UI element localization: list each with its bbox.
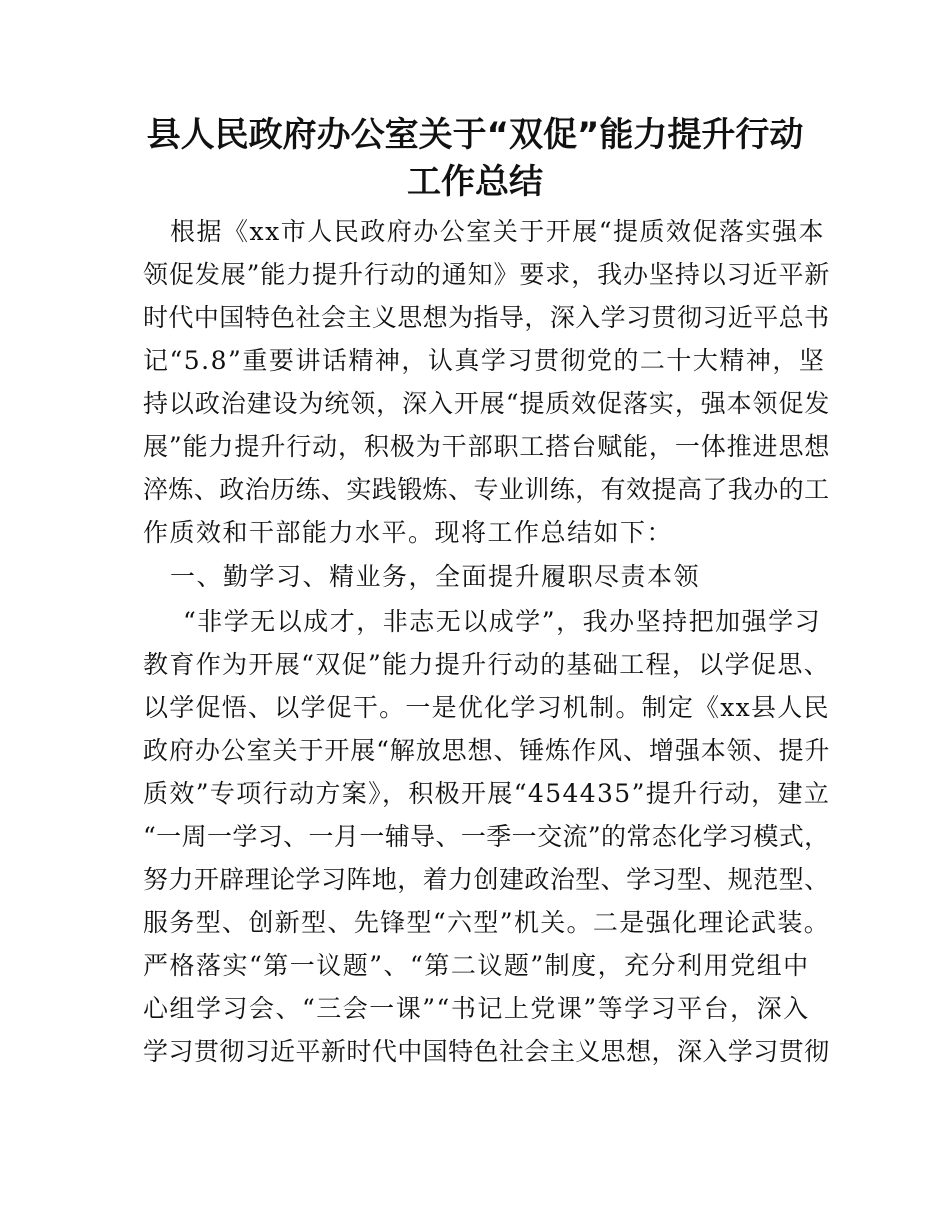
paragraph-line: 严格落实“第一议题”、“第二议题”制度，充分利用党组中 bbox=[143, 951, 810, 980]
paragraph-line: 根据《xx市人民政府办公室关于开展“提质效促落实强本 bbox=[170, 217, 825, 246]
paragraph-line: 政府办公室关于开展“解放思想、锤炼作风、增强本领、提升 bbox=[143, 736, 831, 765]
section-heading: 一、勤学习、精业务，全面提升履职尽责本领 bbox=[170, 562, 701, 591]
paragraph-line: 学习贯彻习近平新时代中国特色社会主义思想，深入学习贯彻 bbox=[143, 1037, 830, 1066]
paragraph-line: 教育作为开展“双促”能力提升行动的基础工程，以学促思、 bbox=[143, 650, 831, 679]
document-title-line-2: 工作总结 bbox=[407, 162, 543, 202]
paragraph-line: 展”能力提升行动，积极为干部职工搭台赋能，一体推进思想 bbox=[143, 432, 831, 461]
paragraph-line: 作质效和干部能力水平。现将工作总结如下： bbox=[143, 518, 674, 547]
paragraph-line: 努力开辟理论学习阵地，着力创建政治型、学习型、规范型、 bbox=[143, 865, 830, 894]
paragraph-line: “一周一学习、一月一辅导、一季一交流”的常态化学习模式， bbox=[143, 822, 830, 851]
paragraph-line: 记“5.8”重要讲话精神，认真学习贯彻党的二十大精神，坚 bbox=[143, 346, 826, 375]
paragraph-line: 淬炼、政治历练、实践锻炼、专业训练，有效提高了我办的工 bbox=[143, 475, 830, 504]
document-title-line-1: 县人民政府办公室关于“双促”能力提升行动 bbox=[146, 115, 804, 155]
paragraph-line: 时代中国特色社会主义思想为指导，深入学习贯彻习近平总书 bbox=[143, 303, 830, 332]
paragraph-line: “非学无以成才，非志无以成学”，我办坚持把加强学习 bbox=[183, 607, 822, 636]
paragraph-line: 心组学习会、“三会一课”“书记上党课”等学习平台，深入 bbox=[143, 994, 810, 1023]
paragraph-line: 服务型、创新型、先锋型“六型”机关。二是强化理论武装。 bbox=[143, 908, 831, 937]
paragraph-line: 质效”专项行动方案》，积极开展“454435”提升行动，建立 bbox=[143, 779, 831, 808]
paragraph-line: 持以政治建设为统领，深入开展“提质效促落实，强本领促发 bbox=[143, 389, 831, 418]
paragraph-line: 领促发展”能力提升行动的通知》要求，我办坚持以习近平新 bbox=[143, 260, 831, 289]
paragraph-line: 以学促悟、以学促干。一是优化学习机制。制定《xx县人民 bbox=[143, 693, 830, 722]
